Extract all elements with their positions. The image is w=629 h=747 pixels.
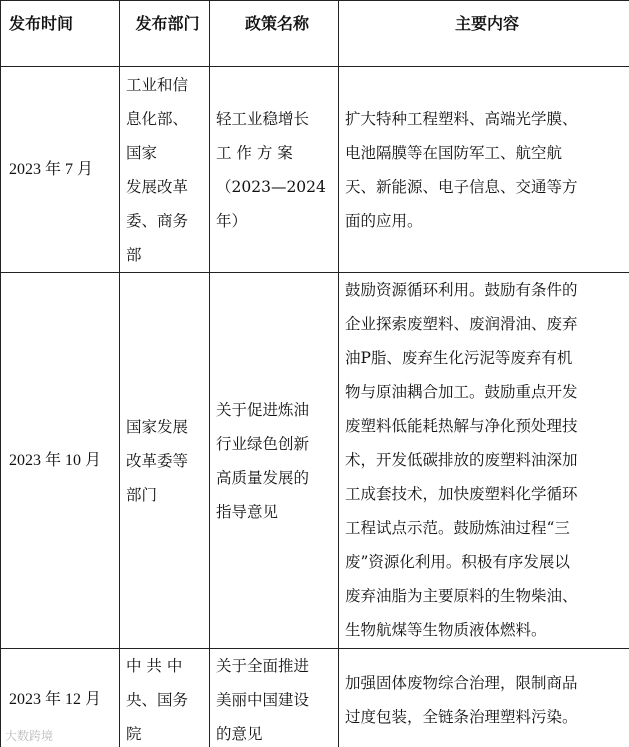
table-row (1, 67, 629, 273)
content-line: 工程试点示范。鼓励炼油过程“三 (345, 519, 570, 537)
cell-dept (120, 67, 210, 273)
policy-line: 关于全面推进 (216, 657, 310, 675)
dept-line: 息化部、 (126, 109, 189, 128)
policy-line: 的意见 (216, 725, 263, 743)
header-policy: 政策名称 (210, 1, 339, 67)
policy-line: 高质量发展的 (216, 468, 310, 487)
cell-policy (210, 67, 339, 273)
policy-line: 指导意见 (216, 502, 279, 521)
cell-content (339, 67, 629, 273)
policy-line: 关于促进炼油 (216, 400, 310, 419)
dept-line: 中 共 中 (126, 657, 183, 675)
header-date: 发布时间 (1, 1, 120, 67)
cell-date: 2023 年 7 月 (1, 67, 120, 273)
content-line: 废”资源化利用。积极有序发展以 (345, 553, 570, 571)
dept-line: 国家 (126, 143, 158, 162)
table-row (1, 649, 629, 747)
content-line: 物与原油耦合加工。鼓励重点开发 (345, 383, 578, 401)
policy-line: 年） (216, 211, 248, 230)
dept-line: 改革委等 (126, 451, 189, 470)
content-line: 油P脂、废弃生化污泥等废弃有机 (345, 349, 573, 367)
content-line: 电池隔膜等在国防军工、航空航 (345, 143, 563, 162)
policy-line: 美丽中国建设 (216, 691, 310, 709)
content-line: 鼓励资源循环利用。鼓励有条件的 (345, 281, 578, 299)
dept-line: 国家发展 (126, 417, 189, 436)
header-content: 主要内容 (339, 1, 629, 67)
policy-line: 轻工业稳增长 (216, 109, 310, 128)
content-line: 工成套技术，加快废塑料化学循环 (345, 485, 578, 503)
cell-dept (120, 649, 210, 747)
content-line: 生物航煤等生物质液体燃料。 (345, 621, 547, 639)
cell-policy (210, 649, 339, 747)
cell-policy (210, 273, 339, 649)
dept-line: 工业和信 (126, 75, 189, 94)
content-line: 天、新能源、电子信息、交通等方 (345, 177, 578, 196)
cell-date: 2023 年 12 月 (1, 649, 120, 747)
policy-line: 工 作 方 案 (216, 143, 293, 162)
content-line: 过度包装，全链条治理塑料污染。 (345, 708, 578, 726)
cell-dept (120, 273, 210, 649)
dept-line: 央、国务 (126, 691, 189, 709)
dept-line: 委、商务 (126, 211, 189, 230)
dept-line: 部 (126, 245, 142, 264)
watermark-logo: 大数跨境 (5, 729, 54, 743)
cell-content (339, 649, 629, 747)
table-row (1, 273, 629, 649)
content-line: 面的应用。 (345, 211, 423, 230)
table-header-row (1, 1, 629, 67)
header-dept: 发布部门 (120, 1, 210, 67)
content-line: 加强固体废物综合治理，限制商品 (345, 674, 578, 692)
content-line: 废塑料低能耗热解与净化预处理技 (345, 417, 578, 435)
content-line: 废弃油脂为主要原料的生物柴油、 (345, 587, 578, 605)
policy-line: （2023—2024 (216, 177, 326, 196)
dept-line: 部门 (126, 485, 158, 504)
dept-line: 发展改革 (126, 177, 189, 196)
content-line: 企业探索废塑料、废润滑油、废弃 (345, 315, 578, 333)
content-line: 扩大特种工程塑料、高端光学膜、 (345, 109, 578, 128)
dept-line: 院 (126, 725, 142, 743)
cell-content (339, 273, 629, 649)
cell-date: 2023 年 10 月 (1, 273, 120, 649)
policy-line: 行业绿色创新 (216, 434, 310, 453)
content-line: 术，开发低碳排放的废塑料油深加 (345, 451, 578, 469)
